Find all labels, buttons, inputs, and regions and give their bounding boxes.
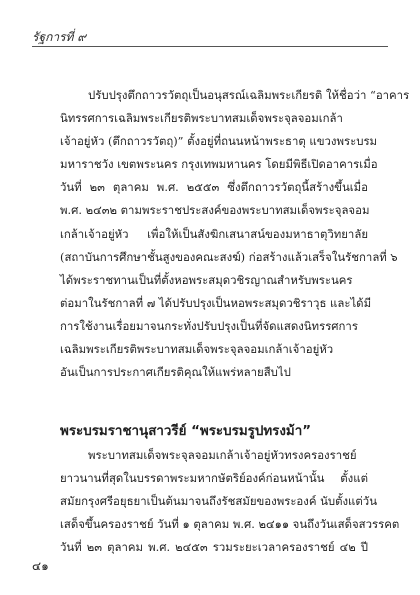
body-line: เกล้าเจ้าอยู่หัว เพื่อให้เป็นสังฆิกเสนาสน์ของมหาธาตุวิทยาลัย [60, 226, 368, 241]
section-line: ยาวนานที่สุดในบรรดาพระมหากษัตริย์องค์ก่อนหน้านั้น ตั้งแต่ [60, 471, 368, 486]
section-heading: พระบรมราชานุสาวรีย์ “พระบรมรูปทรงม้า” [60, 424, 312, 439]
body-line: ต่อมาในรัชกาลที่ ๗ ได้ปรับปรุงเป็นหอพระสมุดวชิราวุธ และได้มี [60, 295, 372, 310]
body-paragraph [60, 84, 410, 384]
body-line: (สถาบันการศึกษาชั้นสูงของคณะสงฆ์) ก่อสร้างแล้วเสร็จในรัชกาลที่ ๖ [60, 249, 398, 264]
body-line: เฉลิมพระเกียรติพระบาทสมเด็จพระจุลจอมเกล้าเจ้าอยู่หัว [60, 342, 334, 357]
body-line: ได้พระราชทานเป็นที่ตั้งหอพระสมุดวชิรญาณสำหรับพระนคร [60, 272, 353, 287]
body-line: วันที่ ๒๓ ตุลาคม พ.ศ. ๒๕๕๓ ซึ่งตึกถาวรวัตถุนี้สร้างขึ้นเมื่อ [60, 180, 368, 195]
running-header [32, 28, 86, 47]
running-title: รัฐการที่ ๙ [32, 30, 87, 44]
header-rule [32, 46, 388, 47]
body-line: เจ้าอยู่หัว (ตึกถาวรวัตถุ)” ตั้งอยู่ที่ถนนหน้าพระธาตุ แขวงพระบรม [60, 134, 378, 149]
body-line: พ.ศ. ๒๔๓๒ ตามพระราชประสงค์ของพระบาทสมเด็จพระจุลจอม [60, 203, 370, 218]
body-line: มหาราชวัง เขตพระนคร กรุงเทพมหานคร โดยมีพิธีเปิดอาคารเมื่อ [60, 157, 378, 172]
page-number: ๔๑ [32, 559, 49, 573]
section-line: พระบาทสมเด็จพระจุลจอมเกล้าเจ้าอยู่หัวทรงครองราชย์ [88, 448, 357, 462]
section-line: วันที่ ๒๓ ตุลาคม พ.ศ. ๒๔๕๓ รวมระยะเวลาครองราชย์ ๔๒ ปี [60, 540, 368, 555]
section-paragraph [60, 444, 400, 559]
section-line: สมัยกรุงศรีอยุธยาเป็นต้นมาจนถึงรัชสมัยของพระองค์ นับตั้งแต่วัน [60, 494, 377, 509]
body-line: นิทรรศการเฉลิมพระเกียรติพระบาทสมเด็จพระจุลจอมเกล้า [60, 111, 343, 126]
body-line: อันเป็นการประกาศเกียรติคุณให้แพร่หลายสืบไป [60, 365, 291, 380]
body-line: ปรับปรุงตึกถาวรวัตถุเป็นอนุสรณ์เฉลิมพระเกียรติ ให้ชื่อว่า “อาคาร [88, 88, 410, 102]
section-line: เสด็จขึ้นครองราชย์ วันที่ ๑ ตุลาคม พ.ศ. ๒๔๑๑ จนถึงวันเสด็จสวรรคต [60, 517, 400, 532]
body-line: การใช้งานเรื่อยมาจนกระทั่งปรับปรุงเป็นที่จัดแสดงนิทรรศการ [60, 318, 358, 333]
